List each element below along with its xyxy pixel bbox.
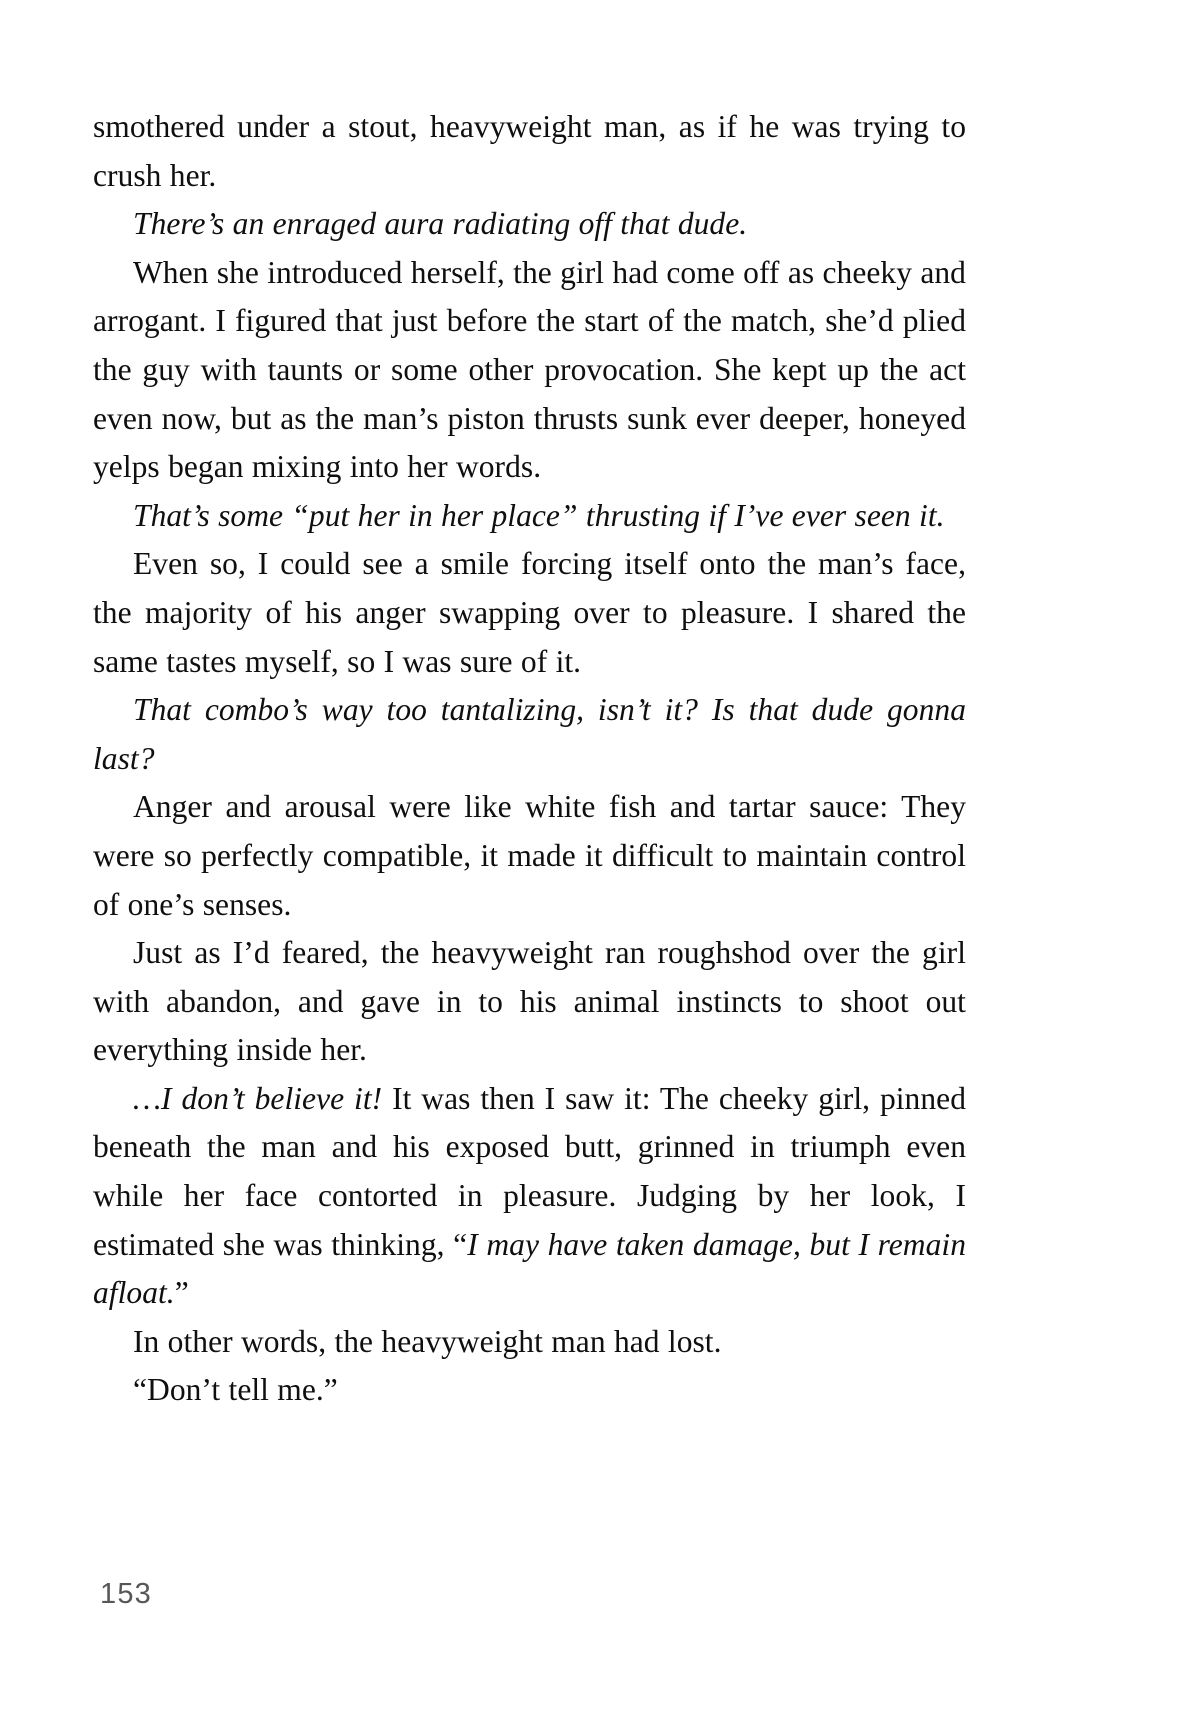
paragraph-inner-thought-combo: That combo’s way too tantalizing, isn’t it? Is that dude gonna last? bbox=[93, 692, 966, 776]
quoted-thought-run: I may have taken damage, but I remain afloat. bbox=[93, 1226, 966, 1311]
paragraph-introduced-herself: When she introduced herself, the girl had come off as cheeky and arrogant. I figured that just before the start of the match, she’d plied the guy with taunts or some other provocation. She kept up the act even now, but as the man’s piston thrusts sunk ever deeper, honeyed yelps began mixing into her words. bbox=[93, 254, 966, 485]
paragraph-continued-from-previous-page: smothered under a stout, heavyweight man, as if he was trying to crush her. bbox=[93, 109, 966, 193]
paragraph-inner-thought-put-her-in-her-place: That’s some “put her in her place” thrusting if I’ve ever seen it. bbox=[133, 497, 945, 533]
paragraph-even-so: Even so, I could see a smile forcing itself onto the man’s face, the majority of his anger swapping over to pleasure. I shared the same tastes myself, so I was sure of it. bbox=[93, 546, 966, 679]
page-number: 153 bbox=[100, 1578, 152, 1610]
paragraph-dialogue-dont-tell-me: “Don’t tell me.” bbox=[133, 1372, 338, 1408]
inner-thought-run: …I don’t believe it! bbox=[133, 1080, 383, 1116]
paragraph-just-as-id-feared: Just as I’d feared, the heavyweight ran roughshod over the girl with abandon, and gave in to his animal instincts to shoot out everything inside her. bbox=[93, 935, 966, 1068]
paragraph-in-other-words: In other words, the heavyweight man had lost. bbox=[133, 1323, 722, 1359]
paragraph-anger-and-arousal: Anger and arousal were like white fish and tartar sauce: They were so perfectly compatible, it made it difficult to maintain control of one’s senses. bbox=[93, 789, 966, 922]
narration-run: It was then I saw it: The cheeky girl, pinned beneath the man and his exposed butt, grinned in triumph even while her face contorted in pleasure. Judging by her look, I estimated she was thinking, “ bbox=[93, 1080, 966, 1262]
paragraph-inner-thought-aura: There’s an enraged aura radiating off that dude. bbox=[133, 206, 748, 242]
closing-quote-run: ” bbox=[174, 1275, 189, 1311]
paragraph-dont-believe-it bbox=[93, 1075, 966, 1318]
page-text-body bbox=[93, 103, 966, 1415]
